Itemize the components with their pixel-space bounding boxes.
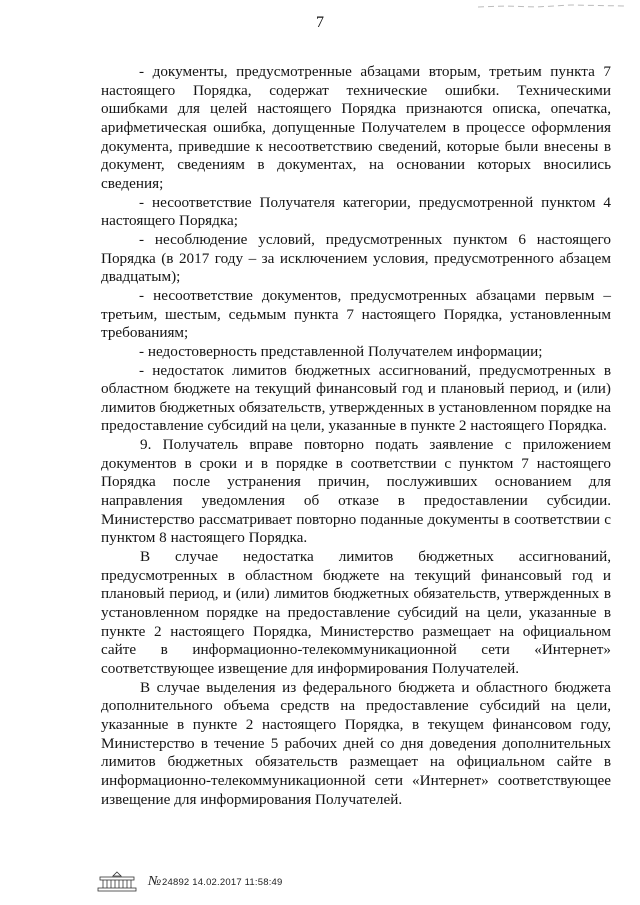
document-number-icon: № [148,874,162,889]
building-logo-icon [94,871,140,893]
list-item: - недостаток лимитов бюджетных ассигнований, предусмотренных в областном бюджете на текущий финансовый год и плановый период, и (или) лимитов бюджетных обязательств, утвержденных в установленном порядке на предоставление субсидий на цели, указанные в пункте 2 настоящего Порядка. [101,361,611,435]
registration-stamp: 24892 14.02.2017 11:58:49 [162,877,283,888]
document-body [101,63,611,809]
section-paragraph: 9. Получатель вправе повторно подать заявление с приложением документов в сроки и в порядке в соответствии с пунктом 7 настоящего Порядка после устранения причин, послуживших основанием для направления уведомления об отказе в предоставлении субсидии. Министерство рассматривает повторно поданные документы в соответствии с пунктом 8 настоящего Порядка. [101,436,611,547]
list-item: - документы, предусмотренные абзацами вторым, третьим пункта 7 настоящего Порядка, содержат технические ошибки. Техническими ошибками для целей настоящего Порядка признаются описка, опечатка, арифметическая ошибка, допущенные Получателем в процессе оформления документа, приведшие к несоответствию сведений, которые были внесены в документ, сведениям в документах, на основании которых вносились сведения; [101,63,611,192]
footer-stamp [94,871,434,895]
section-paragraph: В случае выделения из федерального бюджета и областного бюджета дополнительного объема средств на предоставление субсидий на цели, указанные в пункте 2 настоящего Порядка, в текущем финансовом году, Министерство в течение 5 рабочих дней со дня доведения дополнительных лимитов бюджетных обязательств размещает на официальном сайте в информационно-телекоммуникационной сети «Интернет» соответствующее извещение для информирования Получателей. [101,678,611,808]
section-paragraph: В случае недостатка лимитов бюджетных ассигнований, предусмотренных в областном бюджете на текущий финансовый год и плановый период, и (или) лимитов бюджетных обязательств, утвержденных в установленном порядке на предоставление субсидий на цели, указанные в пункте 2 настоящего Порядка, Министерство размещает на официальном сайте в информационно-телекоммуникационной сети «Интернет» соответствующее извещение для информирования Получателей. [101,548,611,677]
list-item: - несоответствие Получателя категории, предусмотренной пунктом 4 настоящего Порядка; [101,193,611,230]
list-item: - недостоверность представленной Получателем информации; [139,342,543,360]
page-number: 7 [316,14,324,31]
list-item: - несоответствие документов, предусмотренных абзацами первым – третьим, шестым, седьмым пункта 7 настоящего Порядка, установленным требованиям; [101,286,611,342]
list-item: - несоблюдение условий, предусмотренных пунктом 6 настоящего Порядка (в 2017 году – за исключением условия, предусмотренного абзацем двадцатым); [101,230,611,286]
scan-artifact [476,2,626,10]
